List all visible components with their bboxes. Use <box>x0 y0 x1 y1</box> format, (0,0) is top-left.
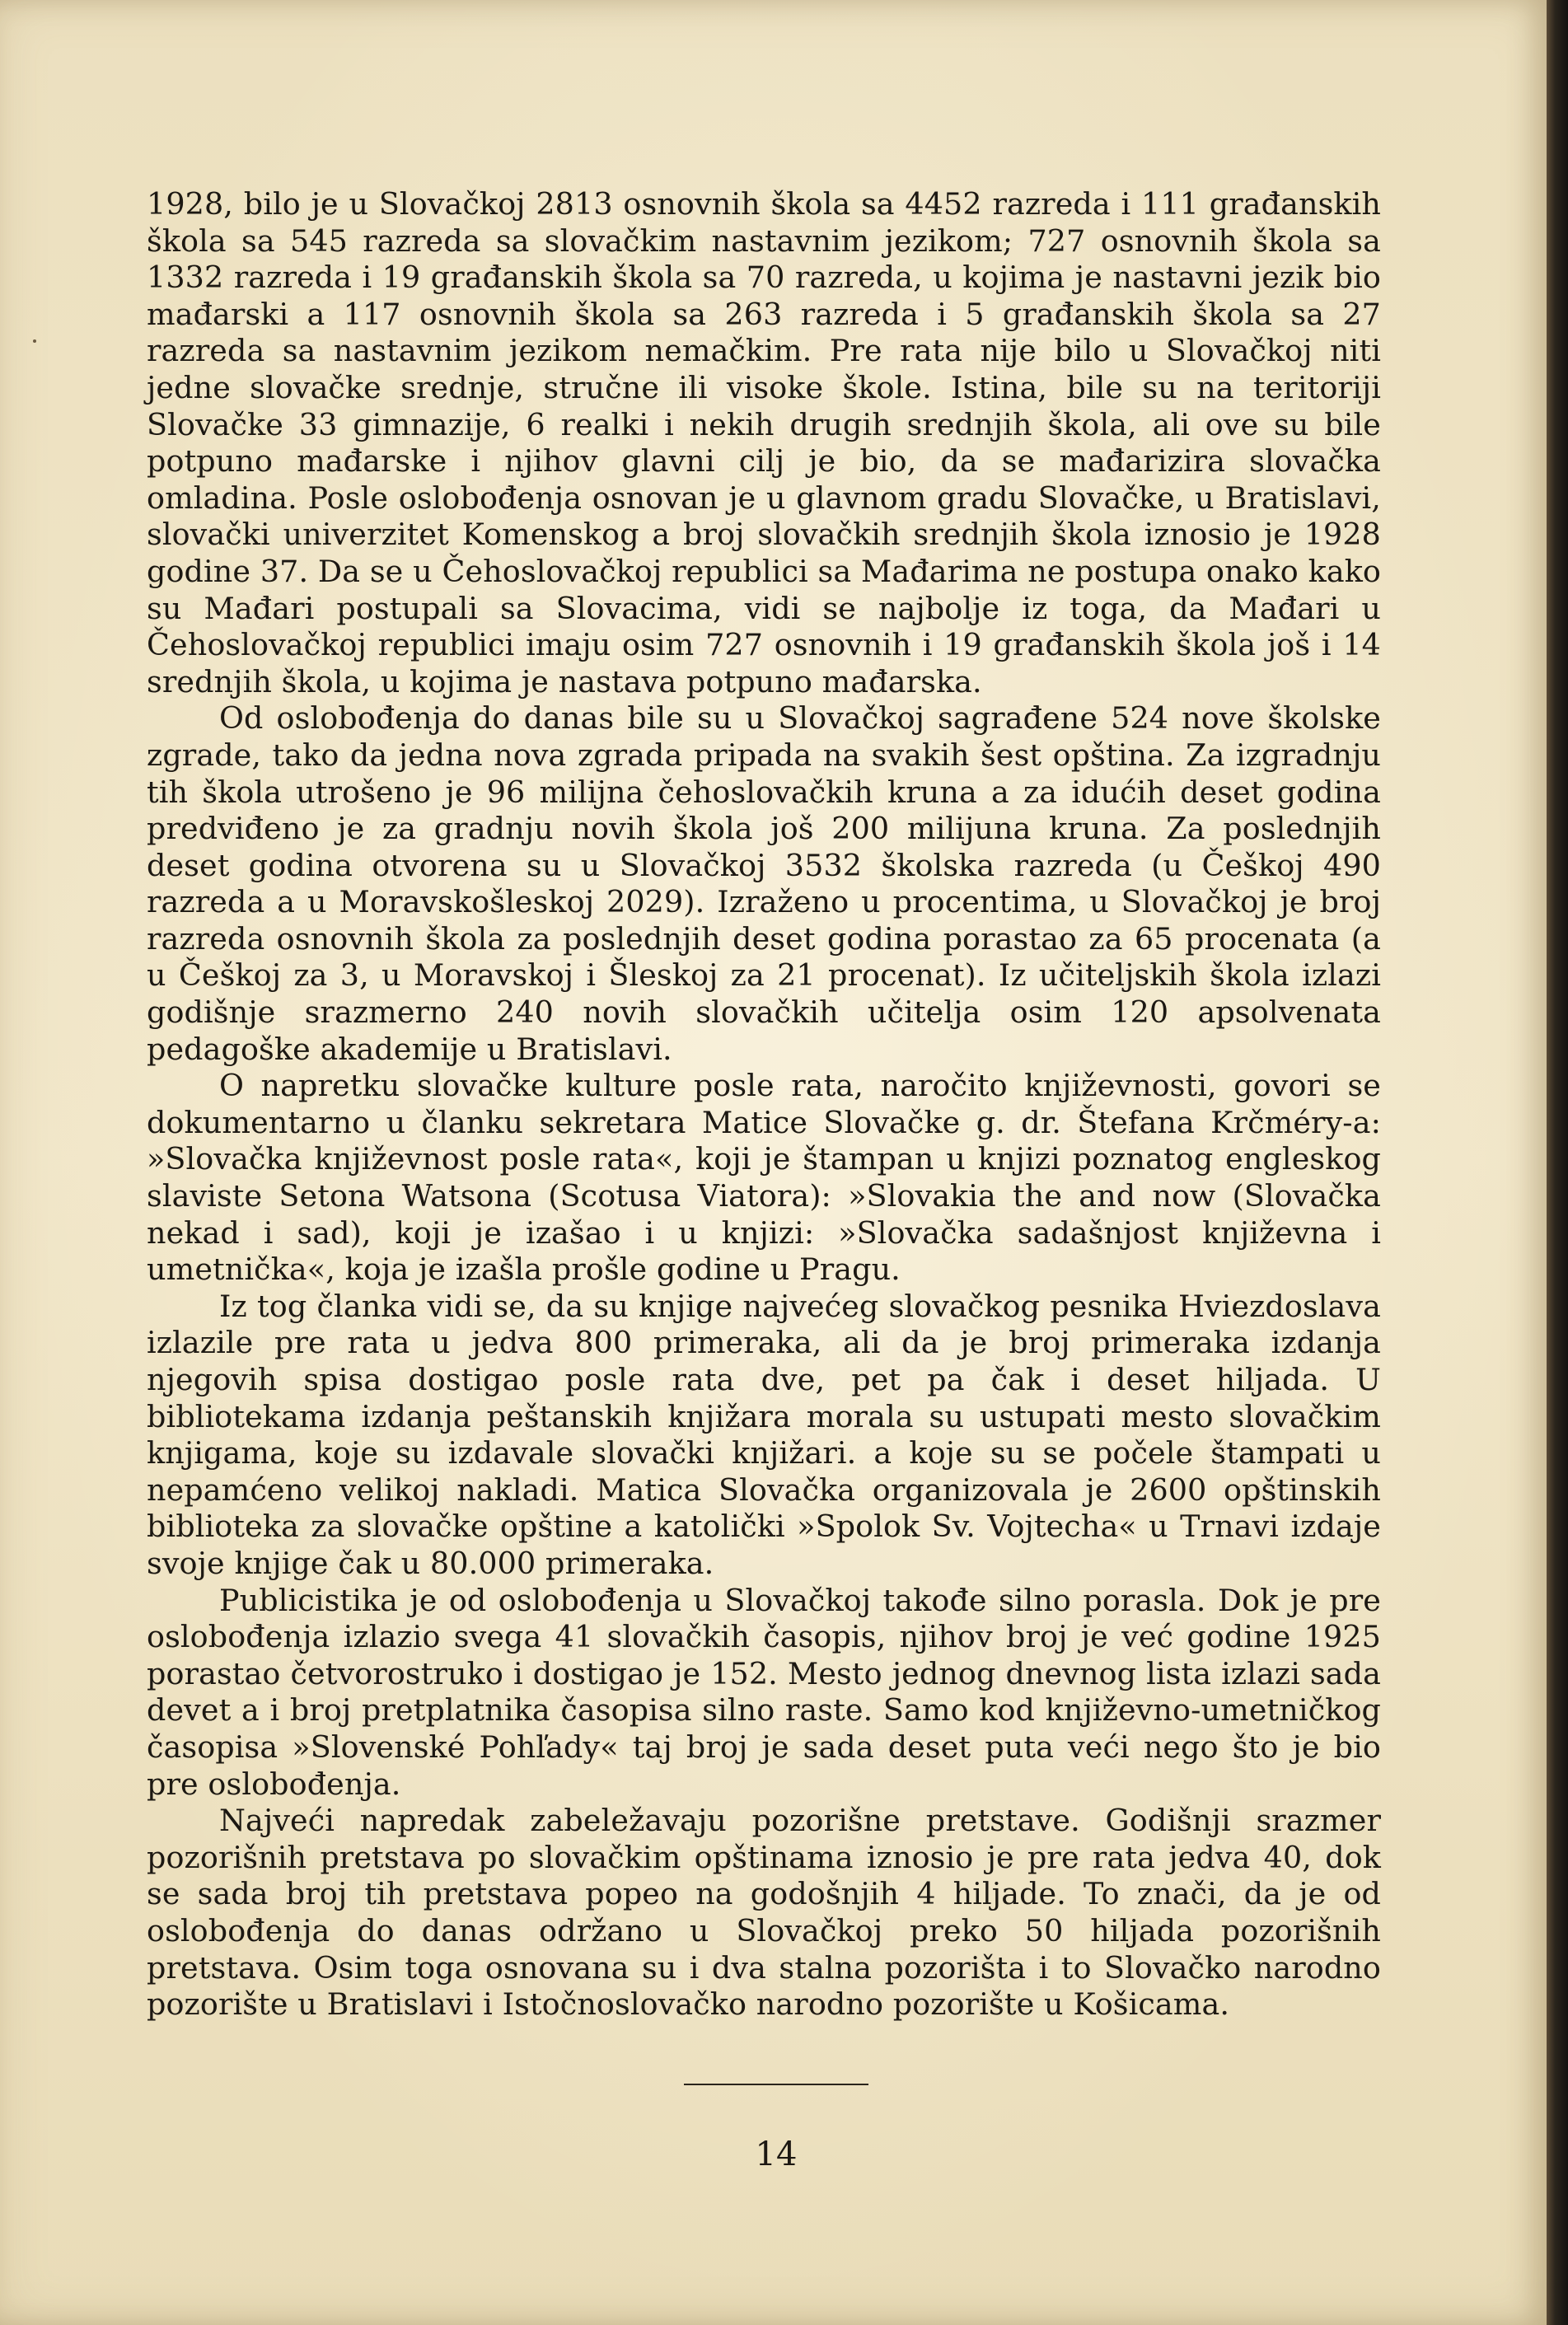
paragraph-school-buildings: Od oslobođenja do danas bile su u Slovačkoj sagrađene 524 nove školske zgrade, tako da jedna nova zgrada pripada na svakih šest opština. Za izgradnju tih škola utrošeno je 96 milijna čehoslovačkih kruna a za idućih deset godina predviđeno je za gradnju novih škola još 200 milijuna kruna. Za poslednjih deset godina otvorena su u Slovačkoj 3532 školska razreda (u Češkoj 490 razreda a u Moravskošleskoj 2029). Izraženo u procentima, u Slovačkoj je broj razreda osnovnih škola za poslednjih deset godina porastao za 65 procenata (a u Češkoj za 3, u Moravskoj i Šleskoj za 21 procenat). Iz učiteljskih škola izlazi godišnje srazmerno 240 novih slovačkih učitelja osim 120 apsolvenata pedagoške akademije u Bratislavi. <box>147 700 1381 1067</box>
body-text <box>147 186 1381 2023</box>
paper-speck <box>33 339 36 343</box>
paragraph-schools-statistics: 1928, bilo je u Slovačkoj 2813 osnovnih škola sa 4452 razreda i 111 građanskih škola sa 545 razreda sa slovačkim nastavnim jezikom; 727 osnovnih škola sa 1332 razreda i 19 građanskih škola sa 70 razreda, u kojima je nastavni jezik bio mađarski a 117 osnovnih škola sa 263 razreda i 5 građanskih škola sa 27 razreda sa nastavnim jezikom nemačkim. Pre rata nije bilo u Slovačkoj niti jedne slovačke srednje, stručne ili visoke škole. Istina, bile su na teritoriji Slovačke 33 gimnazije, 6 realki i nekih drugih srednjih škola, ali ove su bile potpuno mađarske i njihov glavni cilj je bio, da se mađarizira slovačka omladina. Posle oslobođenja osnovan je u glavnom gradu Slovačke, u Bratislavi, slovački univerzitet Komenskog a broj slovačkih srednjih škola iznosio je 1928 godine 37. Da se u Čehoslovačkoj republici sa Mađarima ne postupa onako kako su Mađari postupali sa Slovacima, vidi se najbolje iz toga, da Mađari u Čehoslovačkoj republici imaju osim 727 osnovnih i 19 građanskih škola još i 14 srednjih škola, u kojima je nastava potpuno mađarska. <box>147 186 1381 699</box>
paragraph-book-editions: Iz tog članka vidi se, da su knjige najvećeg slovačkog pesnika Hviezdoslava izlazile pre rata u jedva 800 primeraka, ali da je broj primeraka izdanja njegovih spisa dostigao posle rata dve, pet pa čak i deset hiljada. U bibliotekama izdanja peštanskih knjižara morala su ustupati mesto slovačkim knjigama, koje su izdavale slovački knjižari. a koje su se počele štampati u nepamćeno velikoj nakladi. Matica Slovačka organizovala je 2600 opštinskih biblioteka za slovačke opštine a katolički »Spolok Sv. Vojtecha« u Trnavi izdaje svoje knjige čak u 80.000 primeraka. <box>147 1288 1381 1581</box>
paragraph-literature-progress: O napretku slovačke kulture posle rata, naročito književnosti, govori se dokumentarno u članku sekretara Matice Slovačke g. dr. Štefana Krčméry-a: »Slovačka književnost posle rata«, koji je štampan u knjizi poznatog engleskog slaviste Setona Watsona (Scotusa Viatora): »Slovakia the and now (Slovačka nekad i sad), koji je izašao i u knjizi: »Slovačka sadašnjost književna i umetnička«, koja je izašla prošle godine u Pragu. <box>147 1068 1381 1288</box>
paragraph-theatre: Najveći napredak zabeležavaju pozorišne pretstave. Godišnji srazmer pozorišnih pretstava po slovačkim opštinama iznosio je pre rata jedva 40, dok se sada broj tih pretstava popeo na godošnjih 4 hiljade. To znači, da je od oslobođenja do danas održano u Slovačkoj preko 50 hiljada pozorišnih pretstava. Osim toga osnovana su i dva stalna pozorišta i to Slovačko narodno pozorište u Bratislavi i Istočnoslovačko narodno pozorište u Košicama. <box>147 1803 1381 2023</box>
book-binding-edge <box>1547 0 1568 2325</box>
footer-divider <box>684 2084 868 2085</box>
page-number: 14 <box>755 2136 798 2173</box>
paragraph-journalism: Publicistika je od oslobođenja u Slovačkoj takođe silno porasla. Dok je pre oslobođenja izlazio svega 41 slovačkih časopis, njihov broj je već godine 1925 porastao četvorostruko i dostigao je 152. Mesto jednog dnevnog lista izlazi sada devet a i broj pretplatnika časopisa silno raste. Samo kod književno-umetničkog časopisa »Slovenské Pohľady« taj broj je sada deset puta veći nego što je bio pre oslobođenja. <box>147 1582 1381 1802</box>
